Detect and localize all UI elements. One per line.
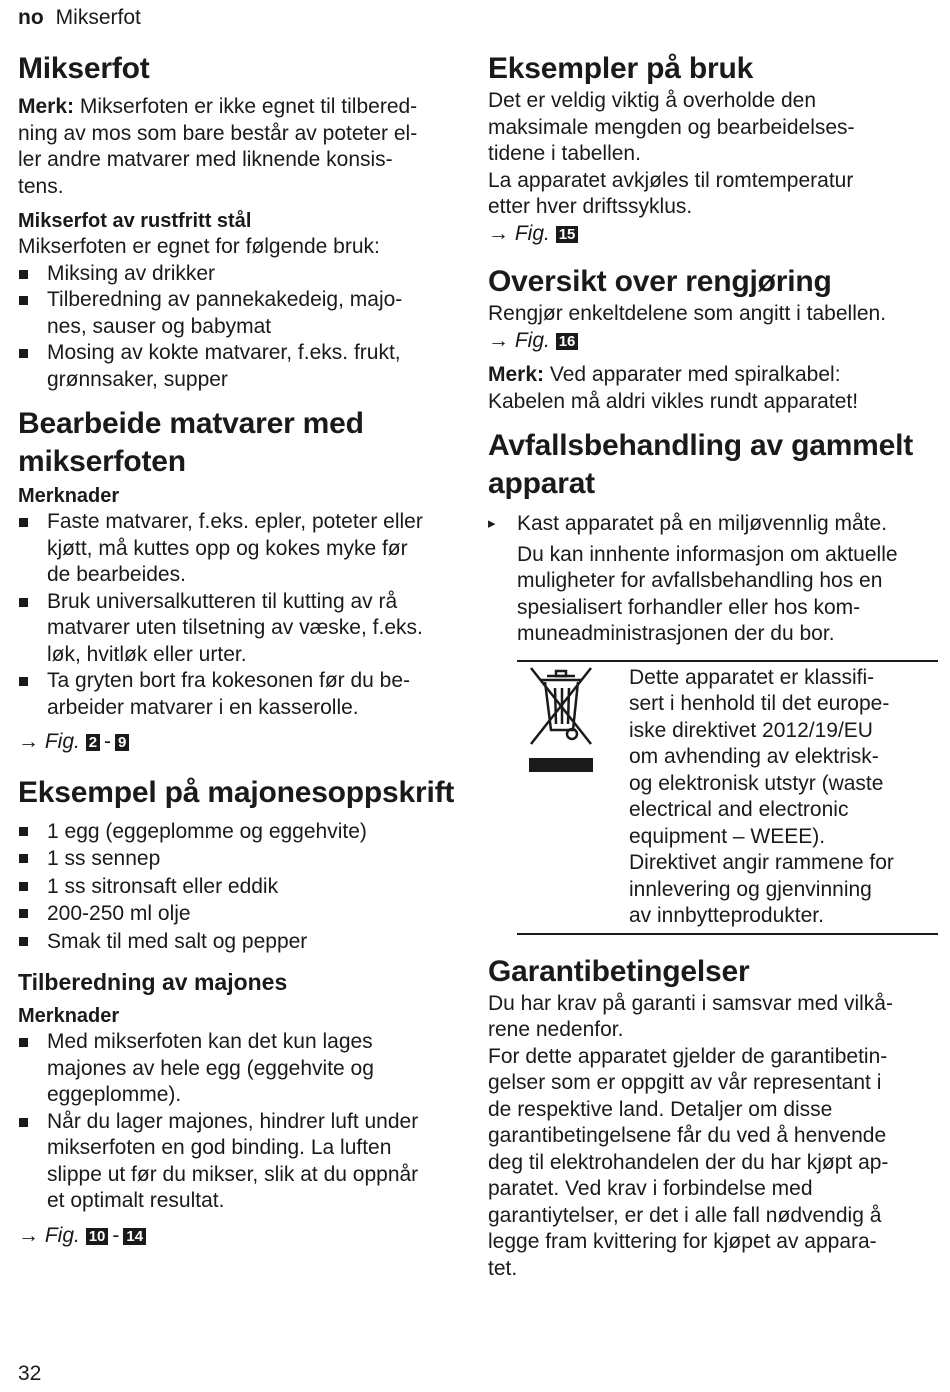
heading-eksempel: Eksempel på majonesoppskrift: [18, 775, 455, 809]
weee-box: [517, 660, 938, 935]
figure-number: 9: [115, 734, 129, 751]
list-item: Faste matvarer, f.eks. epler, poteter eller kjøtt, må kuttes opp og kokes myke før de bearbeides.: [18, 509, 463, 589]
heading-bearbeide: Bearbeide matvarer med mikserfoten: [18, 407, 364, 478]
uses-list: [18, 261, 463, 394]
figure-number: 16: [556, 333, 579, 350]
note-spiralkabel: Merk: Ved apparater med spiralkabel: Kabelen må aldri vikles rundt apparatet!: [488, 363, 859, 413]
list-item: Når du lager majones, hindrer luft under mikserfoten en god binding. La luften slippe ut før du mikser, slik at du oppnår et optimalt resultat.: [18, 1109, 463, 1215]
list-item: Tilberedning av pannekakedeig, majo- nes, sauser og babymat: [18, 287, 463, 340]
rustfritt-intro: Mikserfoten er egnet for følgende bruk:: [18, 235, 380, 258]
list-item: 200-250 ml olje: [18, 900, 463, 928]
notes-list: [18, 1029, 463, 1215]
crossed-out-wheelie-bin-icon: [525, 666, 597, 774]
page-number: 32: [18, 1362, 42, 1385]
heading-avfall: Avfallsbehandling av gammelt apparat: [488, 429, 914, 500]
list-item: Mosing av kokte matvarer, f.eks. frukt, grønnsaker, supper: [18, 340, 463, 393]
figure-number: 2: [86, 734, 100, 751]
left-column: [18, 50, 463, 1249]
page-header: [18, 6, 141, 30]
eksempler-text: Det er veldig viktig å overholde den maksimale mengden og bearbeidelses- tidene i tabellen. La apparatet avkjøles til romtemperatur etter hver driftssyklus.: [488, 89, 855, 218]
avfall-text: Du kan innhente informasjon om aktuelle muligheter for avfallsbehandling hos en spesialisert forhandler eller hos kom- muneadministrasjonen der du bor.: [517, 542, 898, 645]
figure-number: 10: [86, 1228, 109, 1245]
header-title: Mikserfot: [55, 6, 141, 29]
note-mos: Merk: Mikserfoten er ikke egnet til tilbered- ning av mos som bare består av poteter el- ler andre matvarer med liknende konsis- tens.: [18, 95, 418, 198]
figure-reference: → Fig. 16: [488, 328, 938, 355]
heading-oversikt: Oversikt over rengjøring: [488, 265, 832, 298]
figure-reference: → Fig. 15: [488, 221, 938, 248]
figure-number: 14: [123, 1228, 146, 1245]
list-item: 1 ss sitronsaft eller eddik: [18, 873, 463, 901]
figure-reference: → Fig. 10 - 14: [18, 1223, 463, 1250]
heading-merknader: Merknader: [18, 485, 120, 507]
heading-mikserfot: Mikserfot: [18, 52, 150, 85]
garanti-text: Du har krav på garanti i samsvar med vilkå- rene nedenfor. For dette apparatet gjelder de garantibetin- gelser som er oppgitt av vår representant i de respektive land. Detaljer om disse garantibetingelsene får du ved å henvende deg til elektrohandelen der du har kjøpt ap- paratet. Ved krav i forbindelse med garantiytelser, er det i alle fall nødvendig å legge fram kvittering for kjøpet av appara- tet.: [488, 991, 893, 1280]
figure-reference: → Fig. 2 - 9: [18, 729, 463, 756]
list-item: Miksing av drikker: [18, 261, 463, 288]
oversikt-text: Rengjør enkeltdelene som angitt i tabellen.: [488, 302, 887, 325]
ingredients-list: [18, 818, 463, 956]
heading-rustfritt: Mikserfot av rustfritt stål: [18, 210, 252, 232]
heading-garanti: Garantibetingelser: [488, 954, 750, 988]
weee-text: Dette apparatet er klassifi- sert i henhold til det europe- iske direktivet 2012/19/EU om avhending av elektrisk- og elektronisk utstyr (waste electrical and electronic equipment – WEEE). Direktivet angir rammene for innlevering og gjenvinning av innbytteprodukter.: [629, 665, 894, 927]
list-item: Med mikserfoten kan det kun lages majones av hele egg (eggehvite og eggeplomme).: [18, 1029, 463, 1109]
note-label: Merk:: [488, 363, 545, 386]
list-item: 1 ss sennep: [18, 845, 463, 873]
list-item: Bruk universalkutteren til kutting av rå matvarer uten tilsetning av væske, f.eks. løk, hvitløk eller urter.: [18, 589, 463, 669]
right-column: [488, 50, 938, 1282]
list-item: Smak til med salt og pepper: [18, 928, 463, 956]
language-code: no: [18, 6, 44, 29]
action-marker: ▸: [488, 515, 496, 532]
notes-list: [18, 509, 463, 721]
note-label: Merk:: [18, 95, 75, 118]
heading-merknader: Merknader: [18, 1005, 120, 1027]
list-item: 1 egg (eggeplomme og eggehvite): [18, 818, 463, 846]
heading-eksempler: Eksempler på bruk: [488, 52, 754, 85]
action-item: ▸ Kast apparatet på en miljøvennlig måte.: [488, 511, 938, 538]
figure-number: 15: [556, 226, 579, 243]
heading-tilberedning: Tilberedning av majones: [18, 969, 288, 995]
list-item: Ta gryten bort fra kokesonen før du be- arbeider matvarer i en kasserolle.: [18, 668, 463, 721]
